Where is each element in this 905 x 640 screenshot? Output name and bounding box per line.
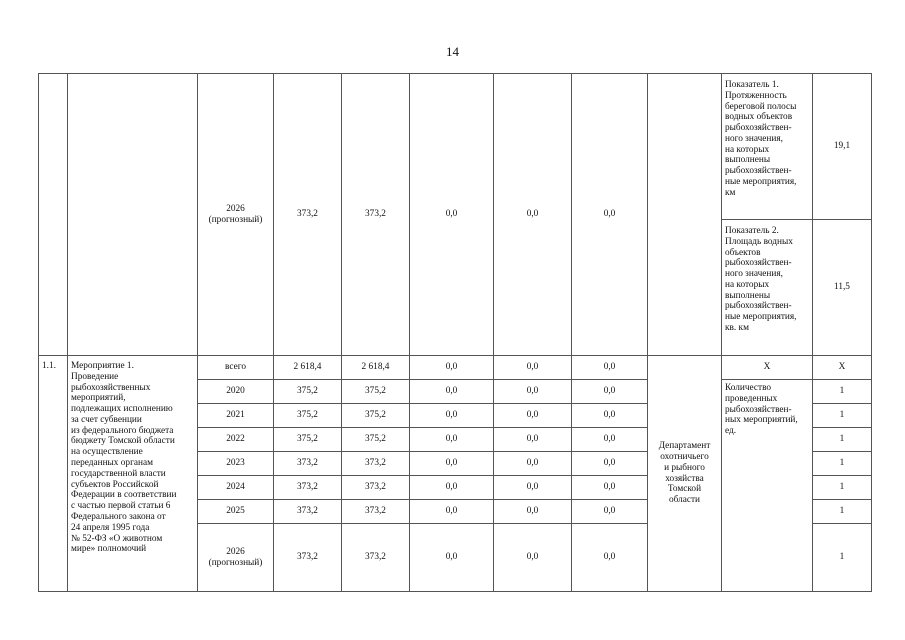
row-number-cell	[39, 74, 68, 356]
regional-cell: 0,0	[410, 476, 494, 500]
total-cell: 2 618,4	[274, 356, 342, 380]
other-cell: 0,0	[572, 428, 648, 452]
year-cell: 2023	[198, 452, 274, 476]
regional-cell: 0,0	[410, 380, 494, 404]
other-cell: 0,0	[572, 404, 648, 428]
indicator-value-cell: 1	[813, 452, 872, 476]
federal-cell: 375,2	[342, 404, 410, 428]
year-cell: 2025	[198, 500, 274, 524]
federal-cell: 373,2	[342, 476, 410, 500]
total-cell: 375,2	[274, 380, 342, 404]
regional-cell: 0,0	[410, 74, 494, 356]
other-cell: 0,0	[572, 356, 648, 380]
indicator-value-cell: 1	[813, 428, 872, 452]
other-cell: 0,0	[572, 524, 648, 592]
year-cell: 2026 (прогнозный)	[198, 524, 274, 592]
regional-cell: 0,0	[410, 404, 494, 428]
year-cell: 2021	[198, 404, 274, 428]
regional-cell: 0,0	[410, 356, 494, 380]
other-cell: 0,0	[572, 380, 648, 404]
total-cell: 373,2	[274, 74, 342, 356]
federal-cell: 375,2	[342, 380, 410, 404]
indicator-value-cell: 1	[813, 524, 872, 592]
local-cell: 0,0	[494, 524, 572, 592]
indicator-cell: Количество проведенных рыбохозяйствен- ных мероприятий, ед.	[722, 380, 813, 592]
regional-cell: 0,0	[410, 428, 494, 452]
federal-cell: 373,2	[342, 524, 410, 592]
federal-cell: 373,2	[342, 500, 410, 524]
other-cell: 0,0	[572, 452, 648, 476]
federal-cell: 373,2	[342, 74, 410, 356]
indicator-cell: Показатель 2. Площадь водных объектов рыбохозяйствен- ного значения, на которых выполнены рыбохозяйствен- ные мероприятия, кв. км	[722, 220, 813, 356]
federal-cell: 375,2	[342, 428, 410, 452]
total-cell: 373,2	[274, 524, 342, 592]
executor-cell	[648, 74, 722, 356]
executor-cell: Департамент охотничьего и рыбного хозяйства Томской области	[648, 356, 722, 592]
measure-name-cell: Мероприятие 1. Проведение рыбохозяйственных мероприятий, подлежащих исполнению за счет субвенции из федерального бюджета бюджету Томской области на осуществление переданных органам государственной власти субъектов Российской Федерации в соответствии с частью первой статьи 6 Федерального закона от 24 апреля 1995 года № 52-ФЗ «О животном мире» полномочий	[68, 356, 198, 592]
year-cell: 2022	[198, 428, 274, 452]
indicator-cell: Показатель 1. Протяженность береговой полосы водных объектов рыбохозяйствен- ного значения, на которых выполнены рыбохозяйствен- ные мероприятия, км	[722, 74, 813, 220]
total-cell: 375,2	[274, 404, 342, 428]
indicator-value-cell: 1	[813, 380, 872, 404]
indicator-value-cell: 1	[813, 500, 872, 524]
indicator-value-cell: 19,1	[813, 74, 872, 220]
total-cell: 373,2	[274, 476, 342, 500]
other-cell: 0,0	[572, 74, 648, 356]
local-cell: 0,0	[494, 74, 572, 356]
indicator-value-cell: 11,5	[813, 220, 872, 356]
regional-cell: 0,0	[410, 524, 494, 592]
regional-cell: 0,0	[410, 452, 494, 476]
year-cell: всего	[198, 356, 274, 380]
indicator-value-cell: 1	[813, 476, 872, 500]
local-cell: 0,0	[494, 356, 572, 380]
year-cell: 2026 (прогнозный)	[198, 74, 274, 356]
local-cell: 0,0	[494, 404, 572, 428]
local-cell: 0,0	[494, 428, 572, 452]
other-cell: 0,0	[572, 500, 648, 524]
total-cell: 373,2	[274, 452, 342, 476]
indicator-value-cell: X	[813, 356, 872, 380]
row-number-cell: 1.1.	[39, 356, 68, 592]
total-cell: 373,2	[274, 500, 342, 524]
federal-cell: 373,2	[342, 452, 410, 476]
program-table	[38, 73, 872, 592]
total-cell: 375,2	[274, 428, 342, 452]
table-row	[39, 74, 872, 220]
regional-cell: 0,0	[410, 500, 494, 524]
local-cell: 0,0	[494, 476, 572, 500]
year-cell: 2020	[198, 380, 274, 404]
indicator-value-cell: 1	[813, 404, 872, 428]
year-cell: 2024	[198, 476, 274, 500]
measure-name-cell	[68, 74, 198, 356]
local-cell: 0,0	[494, 452, 572, 476]
local-cell: 0,0	[494, 500, 572, 524]
table-row	[39, 356, 872, 380]
federal-cell: 2 618,4	[342, 356, 410, 380]
other-cell: 0,0	[572, 476, 648, 500]
page-number: 14	[446, 44, 459, 59]
indicator-cell: X	[722, 356, 813, 380]
local-cell: 0,0	[494, 380, 572, 404]
